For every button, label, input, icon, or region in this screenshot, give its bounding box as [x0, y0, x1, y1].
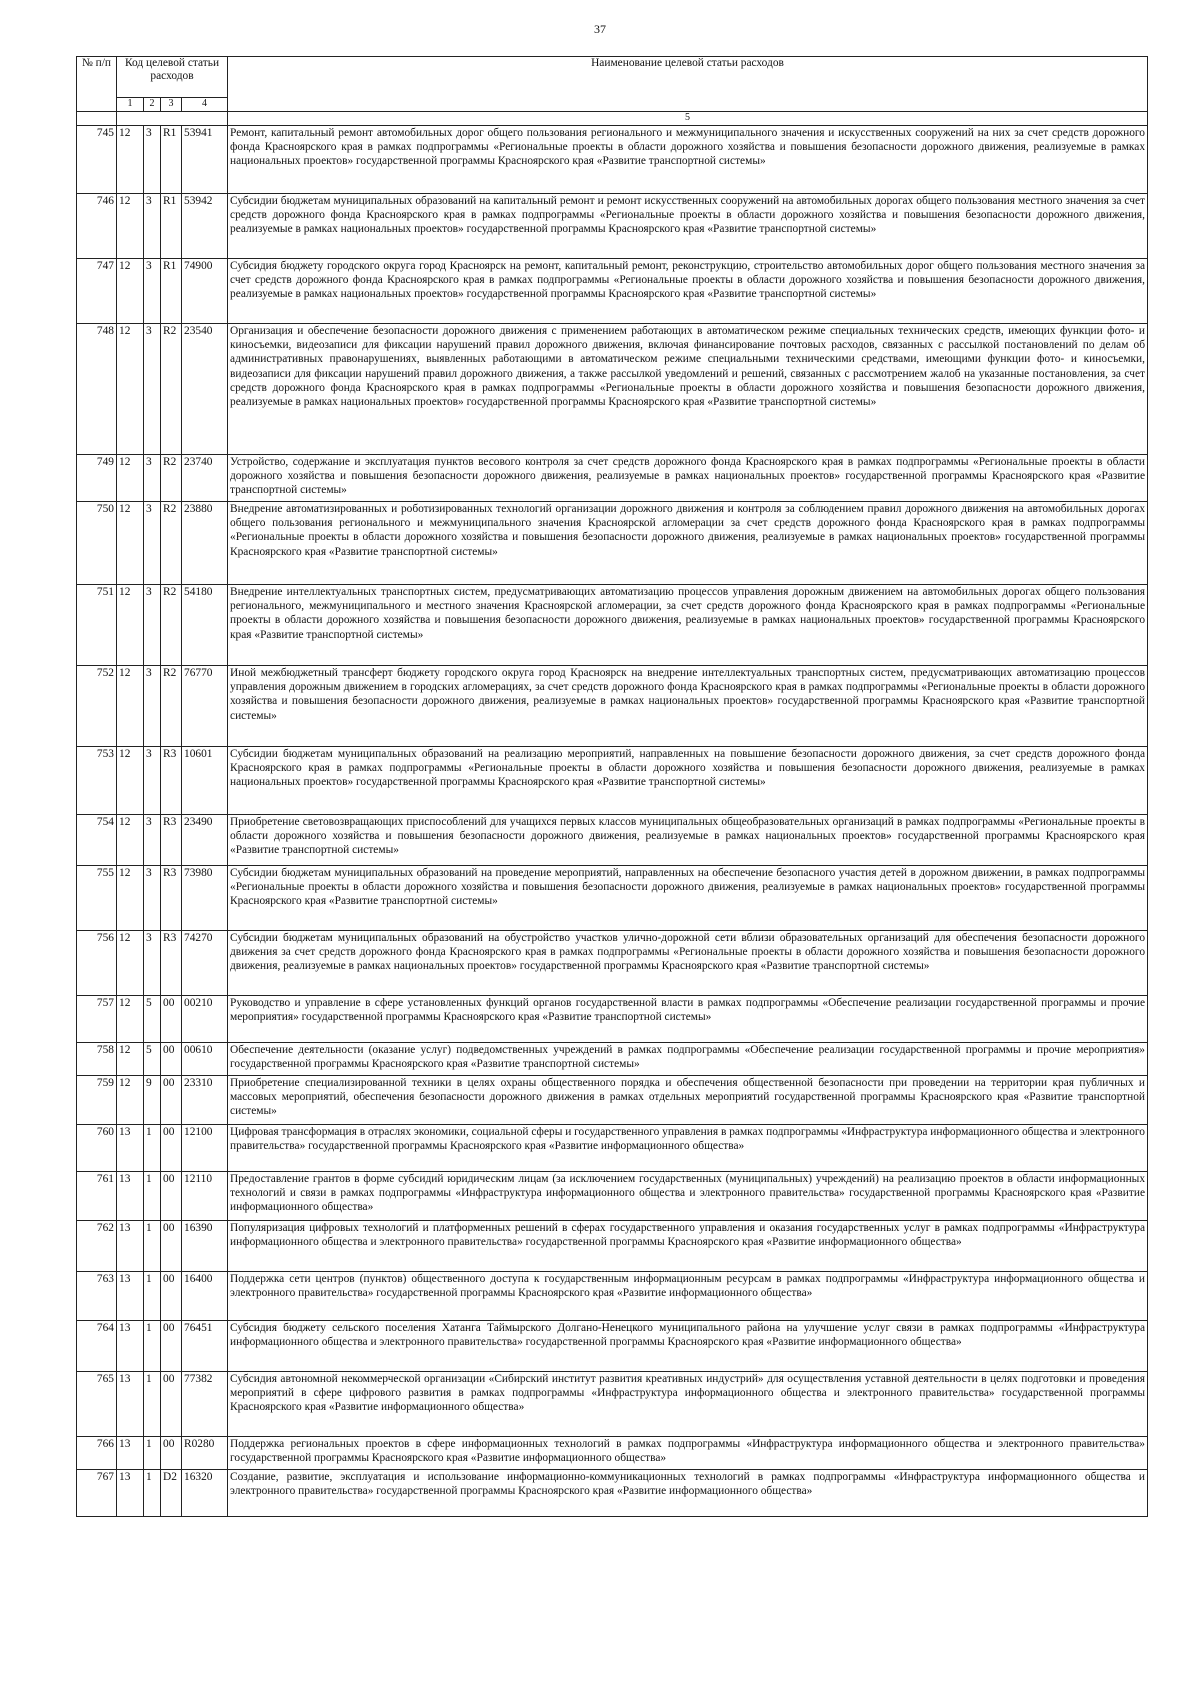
code-1-cell: 12: [117, 666, 144, 747]
description-cell: Ремонт, капитальный ремонт автомобильных дорог общего пользования регионального и межмуниципального значения и искусственных сооружений на них за счет средств дорожного фонда Красноярского края в рамках подпрограммы «Региональные проекты в области дорожного хозяйства и повышения безопасности дорожного движения, реализуемые в рамках национальных проектов» государственной программы Красноярского края «Развитие транспортной системы»: [228, 126, 1148, 194]
code-2-cell: 3: [144, 815, 161, 866]
table-row: [77, 666, 1148, 747]
code-1-cell: 13: [117, 1470, 144, 1517]
code-3-cell: R3: [161, 815, 182, 866]
table-row: [77, 1125, 1148, 1172]
row-number-cell: 764: [77, 1321, 117, 1372]
row-number-cell: 745: [77, 126, 117, 194]
table-row: [77, 1321, 1148, 1372]
code-1-cell: 12: [117, 324, 144, 455]
description-cell: Субсидии бюджетам муниципальных образований на капитальный ремонт и ремонт искусственных сооружений на автомобильных дорогах общего пользования местного значения за счет средств дорожного фонда Красноярского края в рамках подпрограммы «Региональные проекты в области дорожного хозяйства и повышения безопасности дорожного движения, реализуемые в рамках национальных проектов» государственной программы Красноярского края «Развитие транспортной системы»: [228, 194, 1148, 259]
description-cell: Внедрение интеллектуальных транспортных систем, предусматривающих автоматизацию процессов управления дорожным движением на автомобильных дорогах общего пользования регионального, межмуниципального и местного значения Красноярской агломерации, за счет средств дорожного фонда Красноярского края в рамках подпрограммы «Региональные проекты в области дорожного хозяйства и повышения безопасности дорожного движения, реализуемые в рамках национальных проектов» государственной программы Красноярского края «Развитие транспортной системы»: [228, 585, 1148, 666]
description-cell: Субсидии бюджетам муниципальных образований на обустройство участков улично-дорожной сети вблизи образовательных организаций для обеспечения безопасности дорожного движения за счет средств дорожного фонда Красноярского края в рамках подпрограммы «Региональные проекты в области дорожного хозяйства и повышения безопасности дорожного движения, реализуемые в рамках национальных проектов» государственной программы Красноярского края «Развитие транспортной системы»: [228, 931, 1148, 996]
code-1-cell: 13: [117, 1172, 144, 1221]
table-row: [77, 455, 1148, 502]
description-cell: Субсидии бюджетам муниципальных образований на проведение мероприятий, направленных на обеспечение безопасного участия детей в дорожном движении, в рамках подпрограммы «Региональные проекты в области дорожного хозяйства и повышения безопасности дорожного движения, реализуемые в рамках национальных проектов» государственной программы Красноярского края «Развитие транспортной системы»: [228, 866, 1148, 931]
code-3-cell: 00: [161, 996, 182, 1043]
code-1-cell: 13: [117, 1272, 144, 1321]
table-row: [77, 502, 1148, 585]
code-2-cell: 1: [144, 1172, 161, 1221]
row-number-cell: 760: [77, 1125, 117, 1172]
code-1-cell: 12: [117, 126, 144, 194]
code-3-cell: R2: [161, 585, 182, 666]
code-3-cell: 00: [161, 1437, 182, 1470]
code-2-cell: 3: [144, 194, 161, 259]
code-1-cell: 12: [117, 931, 144, 996]
description-cell: Субсидия бюджету городского округа город Красноярск на ремонт, капитальный ремонт, реконструкцию, строительство автомобильных дорог общего пользования местного значения за счет средств дорожного фонда Красноярского края в рамках подпрограммы «Региональные проекты в области дорожного хозяйства и повышения безопасности дорожного движения, реализуемые в рамках национальных проектов» государственной программы Красноярского края «Развитие транспортной системы»: [228, 259, 1148, 324]
description-cell: Обеспечение деятельности (оказание услуг) подведомственных учреждений в рамках подпрограммы «Обеспечение реализации государственной программы и прочие мероприятия» государственной программы Красноярского края «Развитие транспортной системы»: [228, 1043, 1148, 1076]
description-cell: Субсидия бюджету сельского поселения Хатанга Таймырского Долгано-Ненецкого муниципального района на улучшение услуг связи в рамках подпрограммы «Инфраструктура информационного общества и электронного правительства» государственной программы Красноярского края «Развитие информационного общества»: [228, 1321, 1148, 1372]
code-2-cell: 3: [144, 455, 161, 502]
code-2-cell: 3: [144, 585, 161, 666]
row-number-cell: 753: [77, 747, 117, 815]
page-number: 37: [594, 22, 606, 36]
code-1-cell: 12: [117, 502, 144, 585]
code-1-cell: 12: [117, 815, 144, 866]
header-col-empty: [77, 112, 117, 126]
code-3-cell: 00: [161, 1172, 182, 1221]
code-2-cell: 1: [144, 1125, 161, 1172]
row-number-cell: 747: [77, 259, 117, 324]
code-2-cell: 3: [144, 502, 161, 585]
description-cell: Иной межбюджетный трансферт бюджету городского округа город Красноярск на внедрение интеллектуальных транспортных систем, предусматривающих автоматизацию процессов управления дорожным движением в городских агломерациях, за счет средств дорожного фонда Красноярского края в рамках подпрограммы «Региональные проекты в области дорожного хозяйства и повышения безопасности дорожного движения, реализуемые в рамках национальных проектов» государственной программы Красноярского края «Развитие транспортной системы»: [228, 666, 1148, 747]
row-number-cell: 752: [77, 666, 117, 747]
code-1-cell: 12: [117, 194, 144, 259]
description-cell: Руководство и управление в сфере установленных функций органов государственной власти в рамках подпрограммы «Обеспечение реализации государственной программы и прочие мероприятия» государственной программы Красноярского края «Развитие транспортной системы»: [228, 996, 1148, 1043]
code-4-cell: 76770: [182, 666, 228, 747]
code-2-cell: 1: [144, 1437, 161, 1470]
row-number-cell: 758: [77, 1043, 117, 1076]
table-row: [77, 1043, 1148, 1076]
code-1-cell: 12: [117, 259, 144, 324]
table-row: [77, 1470, 1148, 1517]
table-row: [77, 747, 1148, 815]
table-row: [77, 815, 1148, 866]
row-number-cell: 763: [77, 1272, 117, 1321]
row-number-cell: 748: [77, 324, 117, 455]
table-row: [77, 1076, 1148, 1125]
code-3-cell: 00: [161, 1076, 182, 1125]
table-row: [77, 996, 1148, 1043]
header-col-3: 3: [161, 98, 182, 112]
row-number-cell: 754: [77, 815, 117, 866]
code-2-cell: 3: [144, 259, 161, 324]
code-2-cell: 3: [144, 931, 161, 996]
code-4-cell: 00610: [182, 1043, 228, 1076]
expense-codes-table: [76, 56, 1148, 1517]
code-4-cell: 12110: [182, 1172, 228, 1221]
table-row: [77, 1272, 1148, 1321]
code-2-cell: 1: [144, 1470, 161, 1517]
description-cell: Субсидии бюджетам муниципальных образований на реализацию мероприятий, направленных на повышение безопасности дорожного движения, за счет средств дорожного фонда Красноярского края в рамках подпрограммы «Региональные проекты в области дорожного хозяйства и повышения безопасности дорожного движения, реализуемые в рамках национальных проектов» государственной программы Красноярского края «Развитие транспортной системы»: [228, 747, 1148, 815]
code-3-cell: R1: [161, 259, 182, 324]
table-row: [77, 324, 1148, 455]
code-4-cell: 23310: [182, 1076, 228, 1125]
code-3-cell: D2: [161, 1470, 182, 1517]
code-3-cell: R3: [161, 931, 182, 996]
code-4-cell: 77382: [182, 1372, 228, 1437]
description-cell: Приобретение световозвращающих приспособлений для учащихся первых классов муниципальных общеобразовательных организаций в рамках подпрограммы «Региональные проекты в области дорожного хозяйства и повышения безопасности дорожного движения, реализуемые в рамках национальных проектов» государственной программы Красноярского края «Развитие транспортной системы»: [228, 815, 1148, 866]
table-row: [77, 866, 1148, 931]
code-2-cell: 1: [144, 1321, 161, 1372]
code-1-cell: 12: [117, 866, 144, 931]
row-number-cell: 751: [77, 585, 117, 666]
row-number-cell: 756: [77, 931, 117, 996]
code-2-cell: 3: [144, 666, 161, 747]
table-row: [77, 931, 1148, 996]
table-row: [77, 126, 1148, 194]
description-cell: Популяризация цифровых технологий и платформенных решений в сферах государственного управления и оказания государственных услуг в рамках подпрограммы «Инфраструктура информационного общества и электронного правительства» государственной программы Красноярского края «Развитие информационного общества»: [228, 1221, 1148, 1272]
code-4-cell: 53941: [182, 126, 228, 194]
code-2-cell: 3: [144, 126, 161, 194]
table-row: [77, 1437, 1148, 1470]
code-4-cell: 76451: [182, 1321, 228, 1372]
header-col-empty-2: [117, 112, 228, 126]
code-3-cell: 00: [161, 1043, 182, 1076]
code-1-cell: 13: [117, 1125, 144, 1172]
table-row: [77, 194, 1148, 259]
code-4-cell: 73980: [182, 866, 228, 931]
row-number-cell: 767: [77, 1470, 117, 1517]
code-1-cell: 13: [117, 1321, 144, 1372]
code-4-cell: 23740: [182, 455, 228, 502]
code-4-cell: 16320: [182, 1470, 228, 1517]
code-1-cell: 12: [117, 996, 144, 1043]
description-cell: Приобретение специализированной техники в целях охраны общественного порядка и обеспечения общественной безопасности при проведении на территории края публичных и массовых мероприятий, обеспечения безопасности дорожного движения в рамках отдельных мероприятий государственной программы Красноярского края «Развитие транспортной системы»: [228, 1076, 1148, 1125]
code-4-cell: 12100: [182, 1125, 228, 1172]
code-3-cell: R2: [161, 502, 182, 585]
row-number-cell: 749: [77, 455, 117, 502]
code-4-cell: 23540: [182, 324, 228, 455]
code-2-cell: 1: [144, 1221, 161, 1272]
table-row: [77, 1372, 1148, 1437]
code-2-cell: 1: [144, 1372, 161, 1437]
code-1-cell: 12: [117, 1043, 144, 1076]
table-row: [77, 1172, 1148, 1221]
code-3-cell: R1: [161, 194, 182, 259]
code-2-cell: 5: [144, 996, 161, 1043]
header-num: № п/п: [77, 57, 117, 112]
code-2-cell: 9: [144, 1076, 161, 1125]
code-3-cell: R2: [161, 455, 182, 502]
code-1-cell: 12: [117, 747, 144, 815]
description-cell: Предоставление грантов в форме субсидий юридическим лицам (за исключением государственных (муниципальных) учреждений) на реализацию проектов в области информационных технологий и связи в рамках подпрограммы «Инфраструктура информационного общества и электронного правительства» государственной программы Красноярского края «Развитие информационного общества»: [228, 1172, 1148, 1221]
row-number-cell: 765: [77, 1372, 117, 1437]
code-4-cell: 23490: [182, 815, 228, 866]
row-number-cell: 762: [77, 1221, 117, 1272]
table-row: [77, 259, 1148, 324]
header-name: Наименование целевой статьи расходов: [228, 57, 1148, 112]
code-4-cell: 23880: [182, 502, 228, 585]
description-cell: Поддержка региональных проектов в сфере информационных технологий в рамках подпрограммы «Инфраструктура информационного общества и электронного правительства» государственной программы Красноярского края «Развитие информационного общества»: [228, 1437, 1148, 1470]
code-4-cell: 10601: [182, 747, 228, 815]
description-cell: Внедрение автоматизированных и роботизированных технологий организации дорожного движения и контроля за соблюдением правил дорожного движения на автомобильных дорогах общего пользования регионального и межмуниципального значения Красноярской агломерации за счет средств дорожного фонда Красноярского края в рамках подпрограммы «Региональные проекты в области дорожного хозяйства и повышения безопасности дорожного движения, реализуемые в рамках национальных проектов» государственной программы Красноярского края «Развитие транспортной системы»: [228, 502, 1148, 585]
header-col-2: 2: [144, 98, 161, 112]
code-3-cell: 00: [161, 1125, 182, 1172]
header-col-1: 1: [117, 98, 144, 112]
code-4-cell: R0280: [182, 1437, 228, 1470]
code-3-cell: 00: [161, 1272, 182, 1321]
table-row: [77, 585, 1148, 666]
description-cell: Устройство, содержание и эксплуатация пунктов весового контроля за счет средств дорожного фонда Красноярского края в рамках подпрограммы «Региональные проекты в области дорожного хозяйства и повышения безопасности дорожного движения, реализуемые в рамках национальных проектов» государственной программы Красноярского края «Развитие транспортной системы»: [228, 455, 1148, 502]
row-number-cell: 757: [77, 996, 117, 1043]
row-number-cell: 746: [77, 194, 117, 259]
code-4-cell: 74270: [182, 931, 228, 996]
header-col-5: 5: [228, 112, 1148, 126]
code-3-cell: R2: [161, 666, 182, 747]
code-4-cell: 74900: [182, 259, 228, 324]
code-4-cell: 54180: [182, 585, 228, 666]
code-3-cell: 00: [161, 1321, 182, 1372]
header-col-4: 4: [182, 98, 228, 112]
code-1-cell: 12: [117, 455, 144, 502]
code-4-cell: 53942: [182, 194, 228, 259]
description-cell: Поддержка сети центров (пунктов) общественного доступа к государственным информационным ресурсам в рамках подпрограммы «Инфраструктура информационного общества и электронного правительства» государственной программы Красноярского края «Развитие информационного общества»: [228, 1272, 1148, 1321]
code-1-cell: 12: [117, 1076, 144, 1125]
code-4-cell: 00210: [182, 996, 228, 1043]
code-1-cell: 13: [117, 1221, 144, 1272]
code-2-cell: 3: [144, 324, 161, 455]
code-2-cell: 5: [144, 1043, 161, 1076]
code-3-cell: R1: [161, 126, 182, 194]
description-cell: Создание, развитие, эксплуатация и использование информационно-коммуникационных технологий в рамках подпрограммы «Инфраструктура информационного общества и электронного правительства» государственной программы Красноярского края «Развитие информационного общества»: [228, 1470, 1148, 1517]
code-1-cell: 13: [117, 1372, 144, 1437]
table-row: [77, 1221, 1148, 1272]
code-3-cell: 00: [161, 1372, 182, 1437]
code-4-cell: 16400: [182, 1272, 228, 1321]
row-number-cell: 766: [77, 1437, 117, 1470]
description-cell: Организация и обеспечение безопасности дорожного движения с применением работающих в автоматическом режиме специальных технических средств, имеющих функции фото- и киносъемки, видеозаписи для фиксации нарушений правил дорожного движения, включая финансирование почтовых расходов, связанных с рассылкой постановлений по делам об административных правонарушениях, выявленных работающими в автоматическом режиме специальными техническими средствами, имеющими функции фото- и киносъемки, видеозаписи для фиксации нарушений правил дорожного движения, а также рассылкой уведомлений и решений, связанных с рассмотрением жалоб на указанные постановления, за счет средств дорожного фонда Красноярского края в рамках подпрограммы «Региональные проекты в области дорожного хозяйства и повышения безопасности дорожного движения, реализуемые в рамках национальных проектов» государственной программы Красноярского края «Развитие транспортной системы»: [228, 324, 1148, 455]
description-cell: Субсидия автономной некоммерческой организации «Сибирский институт развития креативных индустрий» для осуществления уставной деятельности в целях подготовки и проведения мероприятий в сфере цифрового развития в рамках подпрограммы «Инфраструктура информационного общества и электронного правительства» государственной программы Красноярского края «Развитие информационного общества»: [228, 1372, 1148, 1437]
code-3-cell: 00: [161, 1221, 182, 1272]
code-2-cell: 3: [144, 866, 161, 931]
code-3-cell: R3: [161, 866, 182, 931]
row-number-cell: 761: [77, 1172, 117, 1221]
code-2-cell: 3: [144, 747, 161, 815]
code-1-cell: 13: [117, 1437, 144, 1470]
row-number-cell: 750: [77, 502, 117, 585]
description-cell: Цифровая трансформация в отраслях экономики, социальной сферы и государственного управления в рамках подпрограммы «Инфраструктура информационного общества и электронного правительства» государственной программы Красноярского края «Развитие информационного общества»: [228, 1125, 1148, 1172]
code-1-cell: 12: [117, 585, 144, 666]
header-code: Код целевой статьи расходов: [117, 57, 228, 98]
code-4-cell: 16390: [182, 1221, 228, 1272]
code-2-cell: 1: [144, 1272, 161, 1321]
row-number-cell: 755: [77, 866, 117, 931]
row-number-cell: 759: [77, 1076, 117, 1125]
code-3-cell: R2: [161, 324, 182, 455]
code-3-cell: R3: [161, 747, 182, 815]
